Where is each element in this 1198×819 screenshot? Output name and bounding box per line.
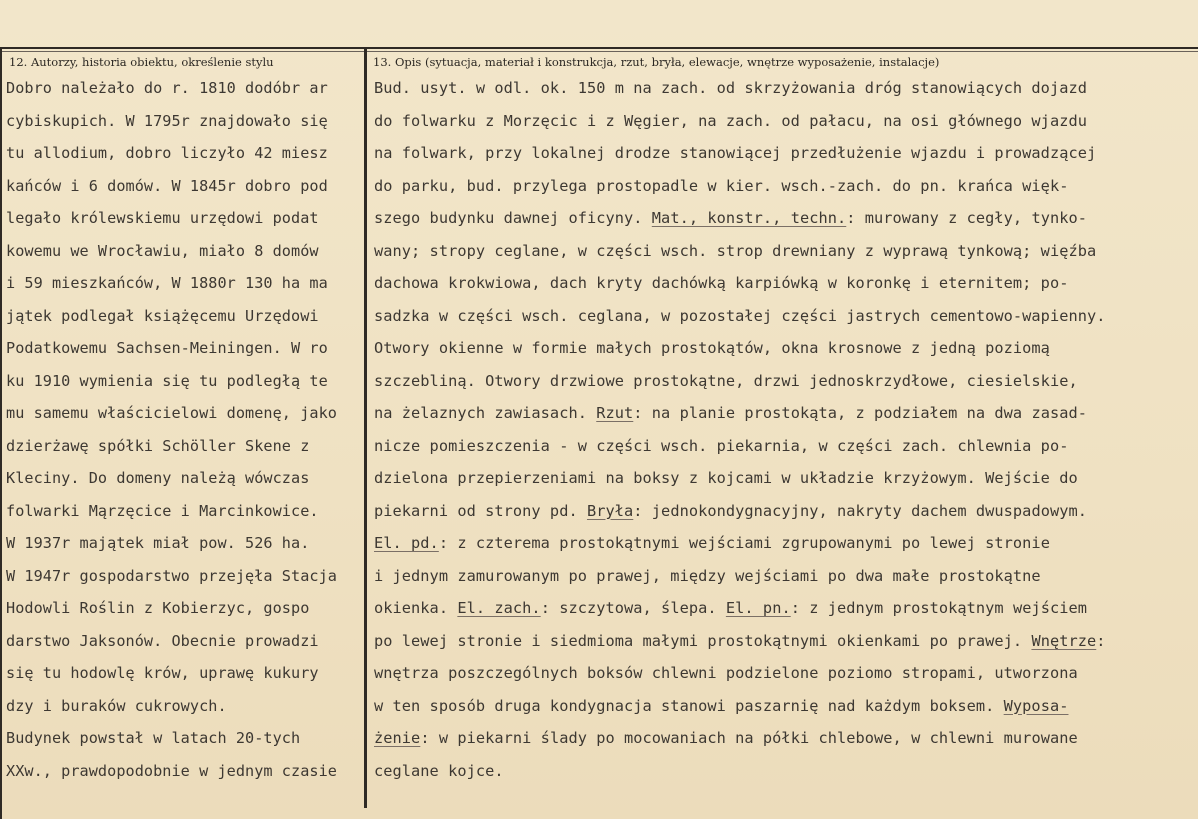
underlined-term: Wnętrze <box>1031 631 1097 650</box>
text-segment: nicze pomieszczenia - w części wsch. piekarnia, w części zach. chlewnia po- <box>374 436 1069 455</box>
history-text-line: cybiskupich. W 1795r znajdowało się <box>6 111 328 130</box>
underlined-term: El. pn. <box>725 599 791 617</box>
text-segment: : z jednym prostokątnym wejściem <box>790 599 1088 617</box>
underlined-term: El. pd. <box>374 534 439 552</box>
description-text-line <box>374 365 1106 398</box>
description-text-line <box>374 72 1106 105</box>
history-text-line: i 59 mieszkańców, W 1880r 130 ha ma <box>6 274 328 292</box>
text-segment: wany; stropy ceglane, w części wsch. strop drewniany z wyprawą tynkową; więźba <box>374 241 1097 260</box>
text-segment: piekarni od strony pd. <box>374 501 587 520</box>
description-text-line <box>374 722 1106 755</box>
description-text-line <box>374 267 1106 300</box>
text-segment: sadzka w części wsch. ceglana, w pozostałej części jastrych cementowo-wapienny. <box>374 306 1106 325</box>
description-text-line <box>374 690 1106 723</box>
history-text-line: tu allodium, dobro liczyło 42 miesz <box>6 144 328 162</box>
text-segment: : w piekarni ślady po mocowaniach na półki chlebowe, w chlewni murowane <box>420 729 1078 747</box>
description-text-line <box>374 462 1106 495</box>
text-segment: : murowany z cegły, tynko- <box>846 209 1087 227</box>
history-text-line: jątek podlegał książęcemu Urzędowi <box>6 306 319 325</box>
text-segment: na żelaznych zawiasach. <box>374 404 597 422</box>
description-text-line <box>374 430 1106 463</box>
description-text-line <box>374 235 1106 268</box>
description-text-line <box>374 657 1106 690</box>
history-text-line: darstwo Jaksonów. Obecnie prowadzi <box>6 631 319 650</box>
left-border-line <box>0 48 2 819</box>
description-text-line <box>374 527 1106 560</box>
text-segment: po lewej stronie i siedmioma małymi prostokątnymi okienkami po prawej. <box>374 631 1032 650</box>
description-text-line <box>374 755 1106 788</box>
text-segment: dzielona przepierzeniami na boksy z kojcami w układzie krzyżowym. Wejście do <box>374 469 1078 487</box>
description-text-column <box>374 72 1106 787</box>
text-segment: szego budynku dawnej oficyny. <box>374 209 652 227</box>
text-segment: do folwarku z Morzęcic i z Węgier, na zach. od pałacu, na osi głównego wjazdu <box>374 111 1087 130</box>
text-segment: i jednym zamurowanym po prawej, między wejściami po dwa małe prostokątne <box>374 566 1041 585</box>
history-text-line: Dobro należało do r. 1810 dodóbr ar <box>6 79 328 97</box>
description-text-line <box>374 495 1106 528</box>
text-segment: do parku, bud. przylega prostopadle w kier. wsch.-zach. do pn. krańca więk- <box>374 176 1069 195</box>
description-text-line <box>374 397 1106 430</box>
text-segment: na folwark, przy lokalnej drodze stanowiącej przedłużenie wjazdu i prowadzącej <box>374 144 1097 162</box>
description-text-line <box>374 300 1106 333</box>
history-text-line: W 1937r majątek miał pow. 526 ha. <box>6 534 310 552</box>
description-text-line <box>374 170 1106 203</box>
description-text-line <box>374 105 1106 138</box>
text-segment: Otwory okienne w formie małych prostokątów, okna krosnowe z jedną poziomą <box>374 339 1050 357</box>
description-text-line <box>374 332 1106 365</box>
description-text-line <box>374 592 1106 625</box>
history-text-line: Kleciny. Do domeny należą wówczas <box>6 469 310 487</box>
text-segment: Bud. usyt. w odl. ok. 150 m na zach. od skrzyżowania dróg stanowiących dojazd <box>374 79 1087 97</box>
history-text-line: mu samemu właścicielowi domenę, jako <box>6 404 337 422</box>
text-segment: okienka. <box>374 599 458 617</box>
text-segment: szczebliną. Otwory drzwiowe prostokątne, drzwi jednoskrzydłowe, ciesielskie, <box>374 371 1078 390</box>
history-text-line: ku 1910 wymienia się tu podległą te <box>6 371 328 390</box>
history-text-line: XXw., prawdopodobnie w jednym czasie <box>6 761 337 780</box>
text-segment: : z czterema prostokątnymi wejściami zgrupowanymi po lewej stronie <box>438 534 1050 552</box>
column-divider <box>364 48 367 808</box>
text-segment: w ten sposób druga kondygnacja stanowi paszarnię nad każdym boksem. <box>374 696 1004 715</box>
history-text-line: Budynek powstał w latach 20-tych <box>6 729 301 747</box>
text-segment: ceglane kojce. <box>374 761 504 780</box>
underlined-term: Rzut <box>596 404 634 422</box>
underlined-term: El. zach. <box>457 599 541 617</box>
history-text-line: legało królewskiemu urzędowi podat <box>6 209 319 227</box>
text-segment: : na planie prostokąta, z podziałem na dwa zasad- <box>633 404 1087 422</box>
history-text-line: kowemu we Wrocławiu, miało 8 domów <box>6 241 319 260</box>
description-text-line <box>374 560 1106 593</box>
text-segment: : szczytowa, ślepa. <box>540 599 726 617</box>
text-segment: : <box>1096 631 1106 650</box>
top-rule-secondary <box>0 51 1198 52</box>
history-text-line: dzierżawę spółki Schöller Skene z <box>6 436 310 455</box>
top-rule <box>0 47 1198 49</box>
history-text-line: kańców i 6 domów. W 1845r dobro pod <box>6 176 328 195</box>
history-text-column <box>6 72 337 787</box>
underlined-term: Wyposa- <box>1003 696 1069 715</box>
section-13-heading: 13. Opis (sytuacja, materiał i konstrukcja, rzut, bryła, elewacje, wnętrze wyposażenie, instalacje) <box>373 55 940 69</box>
underlined-term: Mat., konstr., techn. <box>651 209 847 227</box>
underlined-term: Bryła <box>586 501 634 520</box>
history-text-line: dzy i buraków cukrowych. <box>6 696 227 715</box>
history-text-line: się tu hodowlę krów, uprawę kukury <box>6 664 319 682</box>
text-segment: : jednokondygnacyjny, nakryty dachem dwuspadowym. <box>633 501 1087 520</box>
history-text-line: folwarki Mąrzęcice i Marcinkowice. <box>6 501 319 520</box>
history-text-line: W 1947r gospodarstwo przejęła Stacja <box>6 566 337 585</box>
text-segment: wnętrza poszczególnych boksów chlewni podzielone poziomo stropami, utworzona <box>374 664 1078 682</box>
underlined-term: żenie <box>374 729 421 747</box>
description-text-line <box>374 202 1106 235</box>
history-text-line: Podatkowemu Sachsen-Meiningen. W ro <box>6 339 328 357</box>
description-text-line <box>374 625 1106 658</box>
section-12-heading: 12. Autorzy, historia obiektu, określenie stylu <box>9 55 274 69</box>
description-text-line <box>374 137 1106 170</box>
history-text-line: Hodowli Roślin z Kobierzyc, gospo <box>6 599 310 617</box>
text-segment: dachowa krokwiowa, dach kryty dachówką karpiówką w koronkę i eternitem; po- <box>374 274 1069 292</box>
